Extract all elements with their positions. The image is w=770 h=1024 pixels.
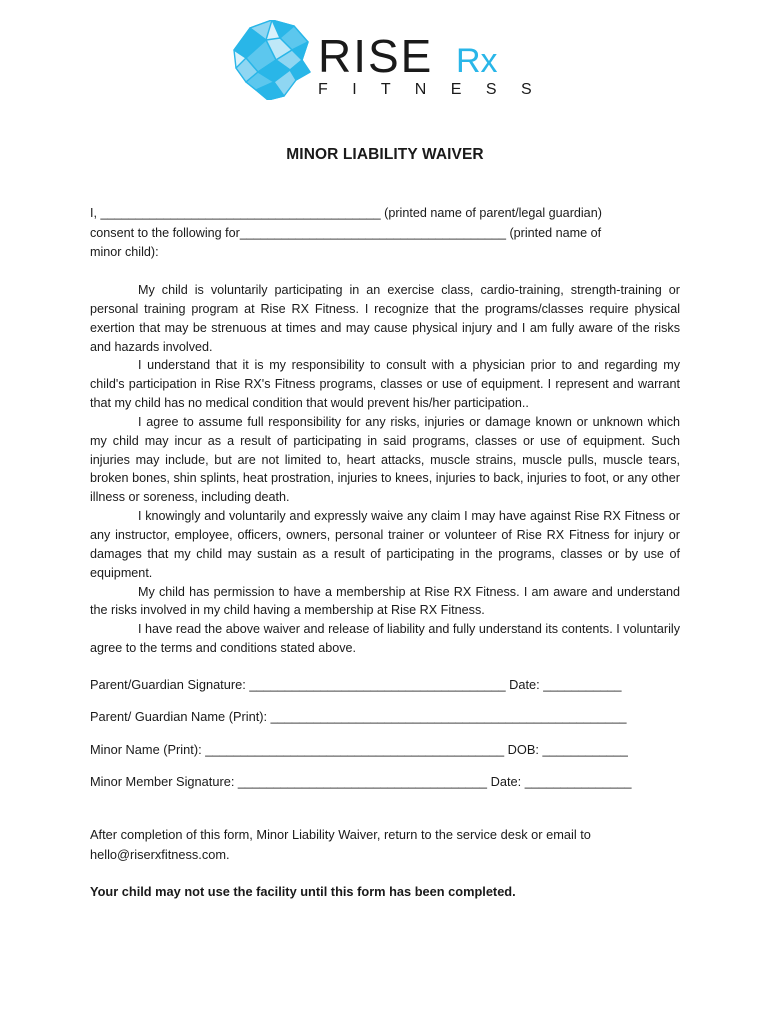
guardian-signature-line[interactable]: Parent/Guardian Signature: ____________________________________ Date: ___________ — [90, 677, 622, 692]
brand-sub-text: F I T N E S S — [318, 81, 542, 98]
waiver-paragraph: I understand that it is my responsibility to consult with a physician prior to and regarding my child's participation in Rise RX's Fitness programs, classes or use of equipment. I represent and warrant that my child has no medical condition that would prevent his/her participation.. — [90, 358, 680, 411]
facility-use-notice: Your child may not use the facility until this form has been completed. — [90, 884, 516, 899]
waiver-paragraph: I knowingly and voluntarily and expressly waive any claim I may have against Rise RX Fitness or any instructor, employee, officers, owners, personal trainer or volunteer of Rise RX Fitness for injury or damages that my child may sustain as a result of participating in the programs, classes or by use of equipment. — [90, 509, 680, 580]
logo-graphic — [232, 20, 542, 100]
waiver-paragraph: My child is voluntarily participating in an exercise class, cardio-training, strength-training or personal training program at Rise RX Fitness. I recognize that the programs/classes require physical exertion that may be strenuous at times and may cause physical injury and I am fully aware of the risks and hazards involved. — [90, 283, 680, 354]
waiver-paragraph: My child has permission to have a membership at Rise RX Fitness. I am aware and understand the risks involved in my child having a membership at Rise RX Fitness. — [90, 584, 680, 618]
guardian-consent-intro — [90, 204, 680, 263]
intro-line: consent to the following for______________________________________ (printed name of — [90, 225, 602, 240]
waiver-body — [90, 281, 680, 658]
intro-line: I, ________________________________________ (printed name of parent/legal guardian) — [90, 206, 602, 220]
waiver-paragraph: I agree to assume full responsibility for any risks, injuries or damage known or unknown which my child may incur as a result of participating in said programs, classes or use of equipment. Such injuries may include, but are not limited to, heart attacks, muscle strains, muscle pulls, muscle tears, broken bones, shin splints, heat prostration, injuries to knees, injuries to back, injuries to foot, or any other illness or soreness, including death. — [90, 414, 680, 505]
completion-instructions — [90, 825, 680, 902]
intro-line: minor child): — [90, 245, 159, 259]
minor-name-line[interactable]: Minor Name (Print): __________________________________________ DOB: ____________ — [90, 742, 628, 757]
waiver-paragraph: I have read the above waiver and release of liability and fully understand its contents. I voluntarily agree to the terms and conditions stated above. — [90, 622, 680, 656]
return-instructions: After completion of this form, Minor Liability Waiver, return to the service desk or email to hello@riserxfitness.com. — [90, 827, 591, 862]
lion-head-icon — [234, 20, 310, 100]
brand-logo — [232, 20, 542, 100]
document-title: MINOR LIABILITY WAIVER — [286, 146, 484, 163]
brand-main-text: RISE — [318, 30, 434, 82]
brand-mark-text: Rx — [456, 42, 498, 80]
guardian-name-line[interactable]: Parent/ Guardian Name (Print): __________________________________________________ — [90, 709, 627, 724]
minor-signature-line[interactable]: Minor Member Signature: ___________________________________ Date: _______________ — [90, 774, 632, 789]
